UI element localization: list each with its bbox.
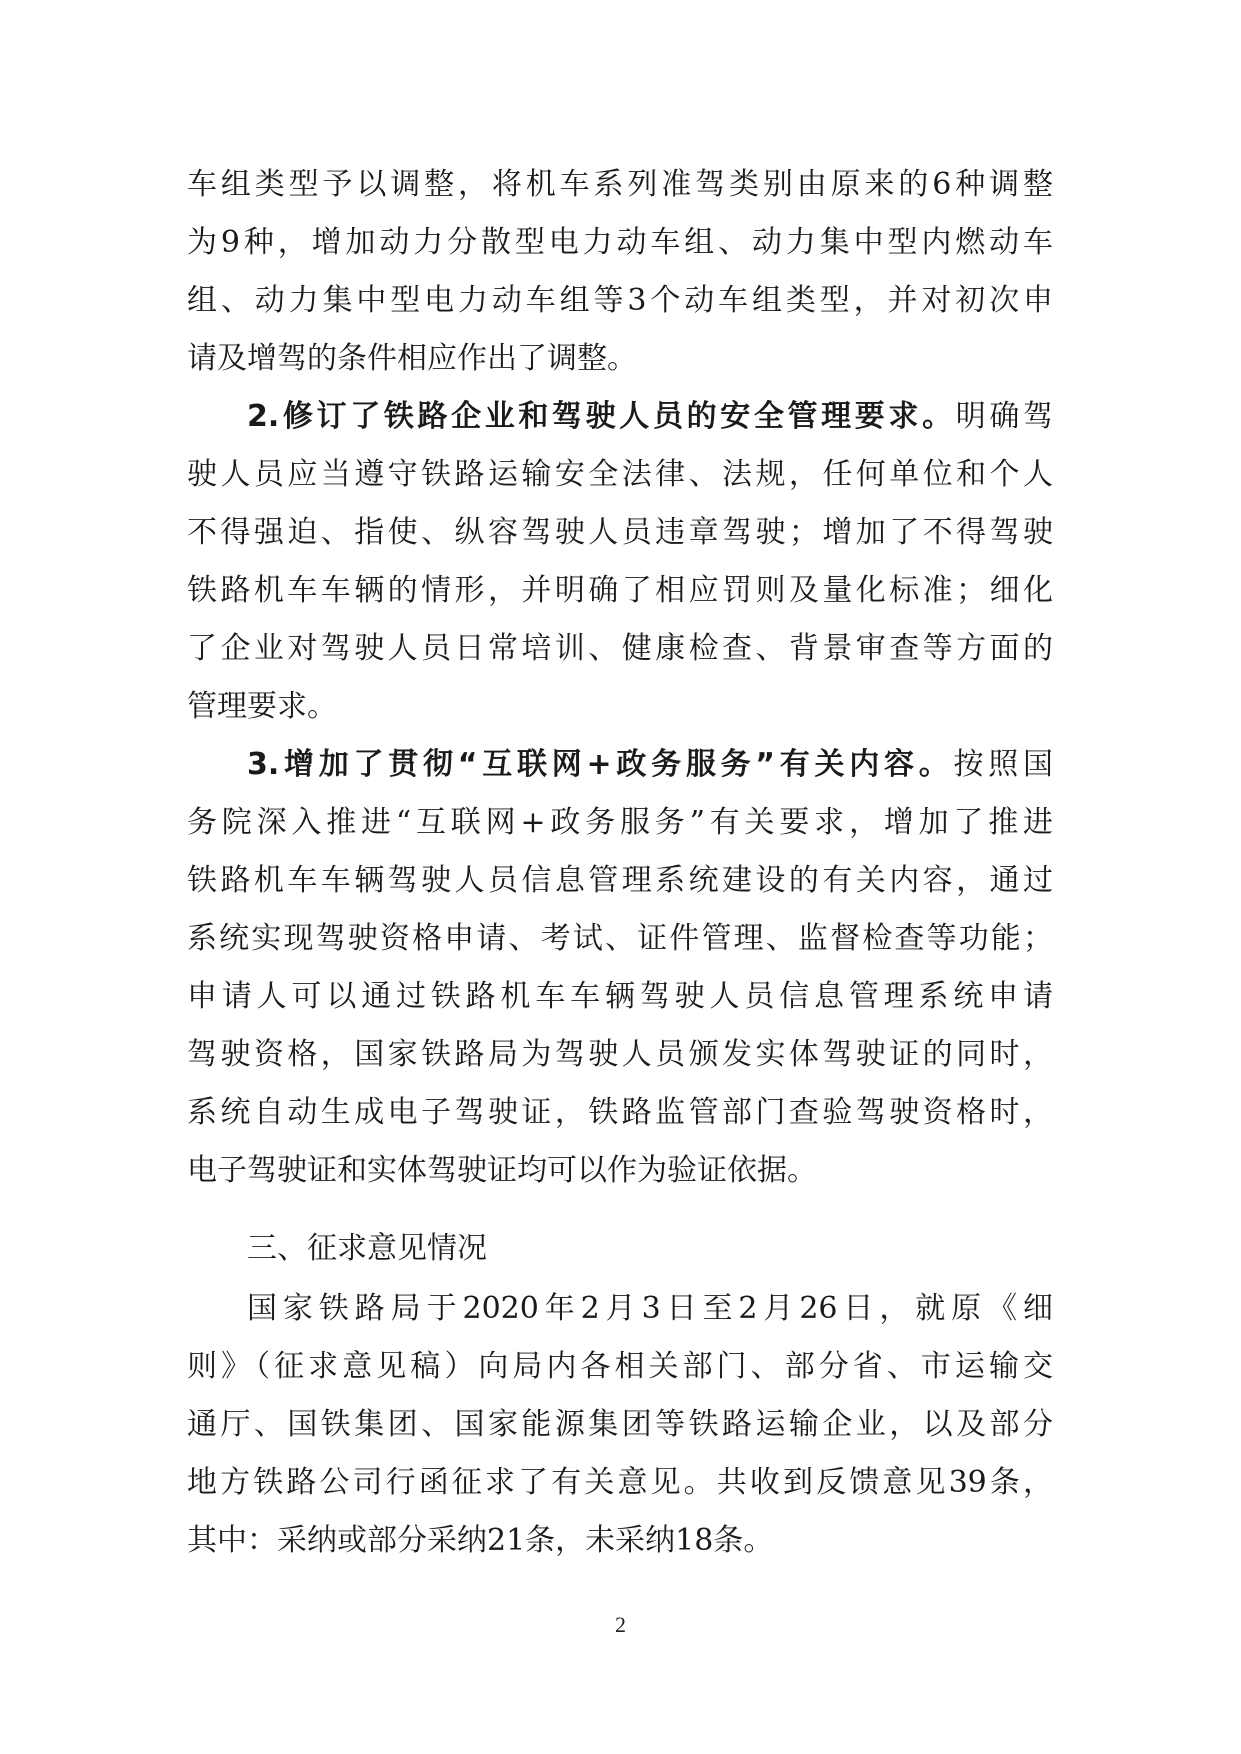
- paragraph-line: 铁路机车车辆的情形，并明确了相应罚则及量化标准；细化: [187, 573, 1053, 608]
- item-3-first-line-rest: 按照国: [953, 747, 1054, 782]
- paragraph-line: 电子驾驶证和实体驾驶证均可以作为验证依据。: [187, 1153, 817, 1188]
- paragraph-line: 了企业对驾驶人员日常培训、健康检查、背景审查等方面的: [187, 631, 1053, 666]
- item-2-title: 2.修订了铁路企业和驾驶人员的安全管理要求。: [247, 399, 956, 434]
- paragraph-line: 不得强迫、指使、纵容驾驶人员违章驾驶；增加了不得驾驶: [187, 515, 1053, 550]
- paragraph-line: 车组类型予以调整，将机车系列准驾类别由原来的6种调整: [187, 167, 1053, 202]
- section-heading: 三、征求意见情况: [247, 1231, 487, 1266]
- paragraph-line: 系统实现驾驶资格申请、考试、证件管理、监督检查等功能；: [187, 921, 1053, 956]
- paragraph-line: 驾驶资格，国家铁路局为驾驶人员颁发实体驾驶证的同时，: [187, 1037, 1053, 1072]
- paragraph-line: 管理要求。: [187, 689, 337, 724]
- item-2-first-line: [247, 397, 1053, 437]
- paragraph-line: 国家铁路局于2020年2月3日至2月26日，就原《细: [247, 1291, 1053, 1326]
- page-number: 2: [615, 1612, 626, 1637]
- paragraph-line: 务院深入推进“互联网+政务服务”有关要求，增加了推进: [187, 805, 1053, 840]
- item-2-first-line-rest: 明确驾: [955, 399, 1053, 434]
- paragraph-line: 则》（征求意见稿）向局内各相关部门、部分省、市运输交: [187, 1349, 1053, 1384]
- paragraph-line: 铁路机车车辆驾驶人员信息管理系统建设的有关内容，通过: [187, 863, 1053, 898]
- paragraph-line: 组、动力集中型电力动车组等3个动车组类型，并对初次申: [187, 283, 1053, 318]
- paragraph-line: 驶人员应当遵守铁路运输安全法律、法规，任何单位和个人: [187, 457, 1053, 492]
- item-3-first-line: [247, 745, 1053, 785]
- paragraph-line: 为9种，增加动力分散型电力动车组、动力集中型内燃动车: [187, 225, 1053, 260]
- paragraph-line: 通厅、国铁集团、国家能源集团等铁路运输企业，以及部分: [187, 1407, 1053, 1442]
- item-3-title: 3.增加了贯彻“互联网+政务服务”有关内容。: [247, 747, 954, 782]
- paragraph-line: 系统自动生成电子驾驶证，铁路监管部门查验驾驶资格时，: [187, 1095, 1053, 1130]
- paragraph-line: 申请人可以通过铁路机车车辆驾驶人员信息管理系统申请: [187, 979, 1053, 1014]
- paragraph-line: 请及增驾的条件相应作出了调整。: [187, 341, 637, 376]
- paragraph-line: 地方铁路公司行函征求了有关意见。共收到反馈意见39条，: [187, 1465, 1053, 1500]
- paragraph-line: 其中：采纳或部分采纳21条，未采纳18条。: [187, 1523, 774, 1558]
